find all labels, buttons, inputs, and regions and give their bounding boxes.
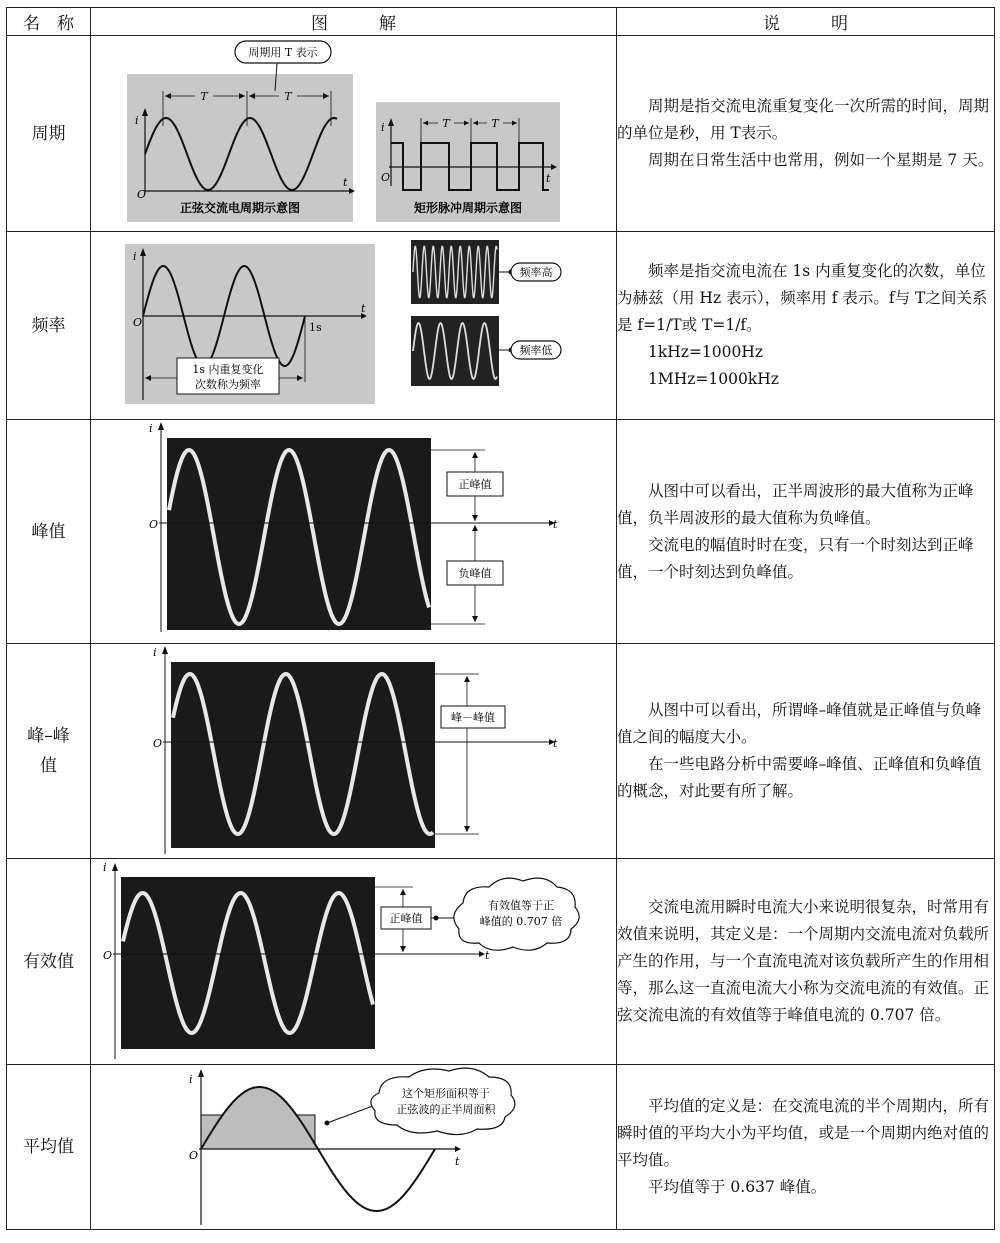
freq-box-line1: 1s 内重复变化 (192, 363, 264, 376)
avg-cloud-line2: 正弦波的正半周面积 (396, 1103, 496, 1116)
desc-paragraph: 周期在日常生活中也常用，例如一个星期是 7 天。 (648, 151, 994, 169)
row-peak-to-peak (7, 644, 995, 859)
rms-description (617, 859, 995, 1065)
ac-parameters-table (6, 7, 995, 1230)
desc-paragraph: 频率是指交流电流在 1s 内重复变化的次数，单位为赫兹（用 Hz 表示），频率用 f 表示。f与 T之间关系是 f=1/T或 T=1/f。 (617, 262, 988, 334)
origin: O (103, 949, 113, 962)
row-name: 平均值 (7, 1065, 91, 1230)
freq-high-label: 频率高 (519, 266, 553, 279)
row-rms (7, 859, 995, 1065)
header-row (7, 8, 995, 36)
row-name (7, 644, 91, 859)
row-period (7, 36, 995, 232)
rms-peak-label: 正峰值 (389, 912, 423, 925)
desc-paragraph: 周期是指交流电流重复变化一次所需的时间，周期的单位是秒，用 T表示。 (617, 97, 990, 142)
origin: O (189, 1149, 199, 1162)
axis-i: i (133, 250, 137, 263)
origin: O (133, 316, 143, 329)
sq-t1: T (442, 117, 450, 130)
pp-svg (91, 644, 617, 859)
avg-cloud (371, 1068, 515, 1134)
desc-paragraph: 1MHz=1000kHz (648, 370, 779, 388)
period-diagram (91, 36, 617, 232)
sine-trace (169, 450, 429, 624)
axis-t: t (361, 302, 366, 315)
negative-peak-label: 负峰值 (458, 567, 492, 580)
desc-paragraph: 在一些电路分析中需要峰–峰值、正峰值和负峰值的概念，对此要有所了解。 (617, 755, 982, 800)
average-description (617, 1065, 995, 1230)
row-name-line2: 值 (40, 756, 57, 776)
desc-paragraph: 交流电流用瞬时电流大小来说明很复杂，时常用有效值来说明，其定义是：一个周期内交流电流对负载所产生的作用，与一个直流电流对该负载所产生的作用相等，那么这一直流电流大小称为交流电流的有效值。正弦交流电流的有效值等于峰值电流的 0.707 倍。 (617, 898, 990, 1024)
origin: O (137, 188, 147, 201)
freq-low-label: 频率低 (519, 344, 553, 357)
header-description: 说 明 (617, 8, 995, 36)
avg-cloud-line1: 这个矩形面积等于 (402, 1087, 490, 1100)
sq-origin: O (381, 171, 391, 184)
frequency-diagram (91, 232, 617, 420)
sine-trace (123, 893, 373, 1033)
period-description (617, 36, 995, 232)
freq-box-line2: 次数称为频率 (195, 378, 261, 391)
desc-paragraph: 交流电的幅值时时在变，只有一个时刻达到正峰值，一个时刻达到负峰值。 (617, 535, 974, 581)
rms-diagram (91, 859, 617, 1065)
high-freq-trace (413, 246, 497, 297)
peak-to-peak-label: 峰－峰值 (451, 711, 495, 724)
axis-t: t (455, 1155, 460, 1168)
row-name: 峰值 (7, 420, 91, 644)
peak-description (617, 420, 995, 644)
peak-to-peak-diagram (91, 644, 617, 859)
freq-svg (91, 232, 617, 420)
avg-svg (91, 1065, 617, 1230)
sine-trace (173, 674, 433, 834)
period-callout: 周期用 T 表示 (248, 46, 318, 59)
axis-t: t (553, 737, 558, 750)
row-name-line1: 峰–峰 (27, 726, 70, 746)
positive-peak-label: 正峰值 (458, 478, 492, 491)
desc-paragraph: 1kHz=1000Hz (648, 343, 764, 361)
sq-t2: T (491, 117, 499, 130)
row-average (7, 1065, 995, 1230)
caption-square: 矩形脉冲周期示意图 (413, 201, 523, 215)
desc-paragraph: 从图中可以看出，正半周波形的最大值称为正峰值，负半周波形的最大值称为负峰值。 (617, 481, 974, 527)
axis-i: i (135, 114, 139, 127)
period-t1: T (200, 90, 208, 103)
period-svg (91, 36, 617, 232)
row-peak (7, 420, 995, 644)
origin: O (153, 737, 163, 750)
header-diagram: 图 解 (91, 8, 617, 36)
axis-i: i (153, 646, 157, 659)
axis-i: i (189, 1073, 193, 1086)
frequency-description (617, 232, 995, 420)
desc-paragraph: 平均值等于 0.637 峰值。 (648, 1178, 827, 1196)
peak-diagram (91, 420, 617, 644)
low-freq-trace (413, 323, 497, 379)
peak-svg (91, 420, 617, 644)
sq-axis-t: t (546, 172, 551, 185)
axis-t: t (485, 949, 490, 962)
one-second: 1s (309, 321, 322, 334)
origin: O (149, 518, 159, 531)
rms-cloud-line2: 峰值的 0.707 倍 (479, 915, 563, 928)
axis-i: i (149, 422, 153, 435)
row-name: 频率 (7, 232, 91, 420)
row-frequency (7, 232, 995, 420)
desc-paragraph: 从图中可以看出，所谓峰–峰值就是正峰值与负峰值之间的幅度大小。 (617, 701, 982, 746)
rms-svg (91, 859, 617, 1065)
axis-i: i (103, 861, 107, 874)
axis-t: t (553, 518, 558, 531)
row-name: 有效值 (7, 859, 91, 1065)
period-t2: T (284, 90, 292, 103)
title-strip (0, 0, 1000, 7)
desc-paragraph: 平均值的定义是：在交流电流的半个周期内，所有瞬时值的平均大小为平均值，或是一个周期内绝对值的平均值。 (617, 1097, 990, 1169)
row-name: 周期 (7, 36, 91, 232)
header-name: 名 称 (7, 8, 91, 36)
rms-cloud-line1: 有效值等于正 (488, 899, 554, 912)
sine-wave (145, 118, 337, 190)
axis-t: t (343, 176, 348, 189)
caption-sine: 正弦交流电周期示意图 (179, 201, 301, 215)
sq-axis-i: i (381, 121, 385, 134)
average-diagram (91, 1065, 617, 1230)
peak-to-peak-description (617, 644, 995, 859)
